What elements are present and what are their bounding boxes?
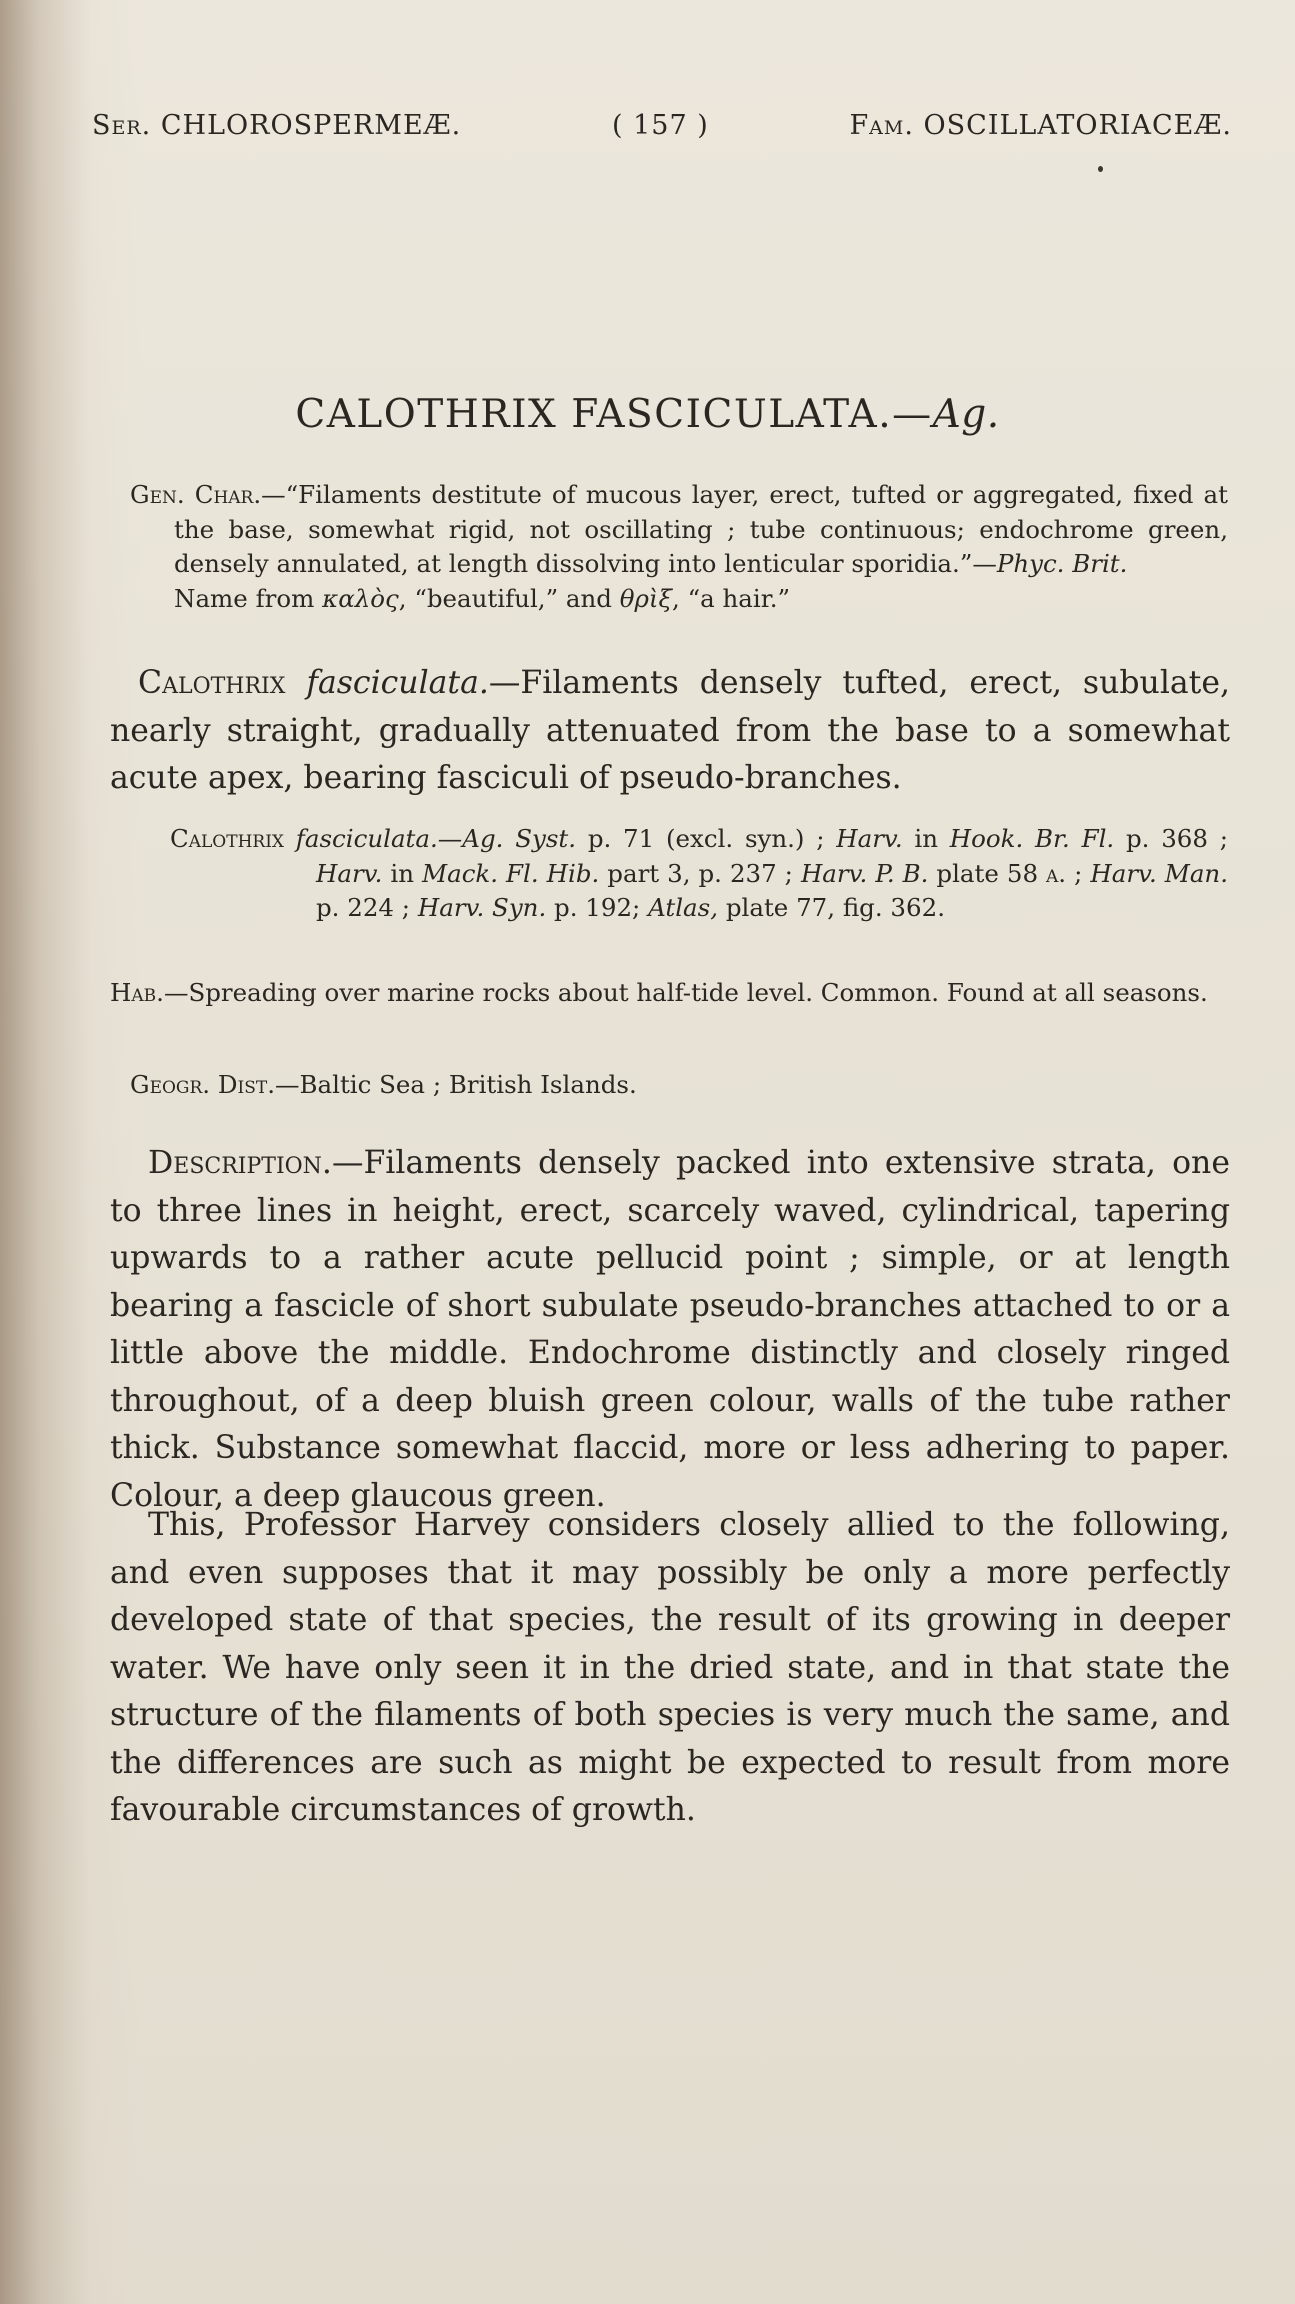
running-head-series: Ser. CHLOROSPERMEÆ. <box>92 110 462 141</box>
page-number: ( 157 ) <box>612 110 709 141</box>
habitat: Hab.—Spreading over marine rocks about half-tide level. Common. Found at all seasons. <box>110 978 1208 1007</box>
running-head-family: Fam. OSCILLATORIACEÆ. <box>849 110 1232 141</box>
running-head <box>92 110 1232 150</box>
synonymy: Calothrix fasciculata.—Ag. Syst. p. 71 (excl. syn.) ; Harv. in Hook. Br. Fl. p. 368 ; Harv. in Mack. Fl. Hib. part 3, p. 237 ; Harv. P. B. plate 58 a. ; Harv. Man. p. 224 ; Harv. Syn. p. 192; Atlas, plate 77, fig. 362. <box>170 824 1228 922</box>
generic-character: Gen. Char.—“Filaments destitute of mucous layer, erect, tufted or aggregated, fixed at the base, somewhat rigid, not oscillating ; tube continuous; endochrome green, densely annulated, at length dissolving into lenticular sporidia.”—Phyc. Brit. Name from καλὸς, “beautiful,” and θρὶξ, “a hair.” <box>130 480 1228 613</box>
ink-fleck <box>1098 166 1103 172</box>
remark-paragraph: This, Professor Harvey considers closely allied to the following, and even supposes that it may possibly be only a more perfectly developed state of that species, the result of its growing in deeper water. We have only seen it in the dried state, and in that state the structure of the filaments of both species is very much the same, and the differences are such as might be expected to result from more favourable circumstances of growth. <box>110 1507 1230 1828</box>
page-title: CALOTHRIX FASCICULATA.—Ag. <box>295 392 1000 437</box>
geographic-distribution: Geogr. Dist.—Baltic Sea ; British Islands. <box>130 1070 637 1099</box>
species-diagnosis: Calothrix fasciculata.—Filaments densely tufted, erect, subulate, nearly straight, gradually attenuated from the base to a somewhat acute apex, bearing fasciculi of pseudo-branches. <box>110 665 1230 796</box>
gen-char-label: Gen. Char. <box>130 480 262 509</box>
description-paragraph: Description.—Filaments densely packed into extensive strata, one to three lines in height, erect, scarcely waved, cylindrical, tapering upwards to a rather acute pellucid point ; simple, or at length bearing a fascicle of short subulate pseudo-branches attached to or a little above the middle. Endochrome distinctly and closely ringed throughout, of a deep bluish green colour, walls of the tube rather thick. Substance somewhat flaccid, more or less adhering to paper. Colour, a deep glaucous green. <box>110 1145 1230 1514</box>
title-author: Ag. <box>932 392 1000 437</box>
